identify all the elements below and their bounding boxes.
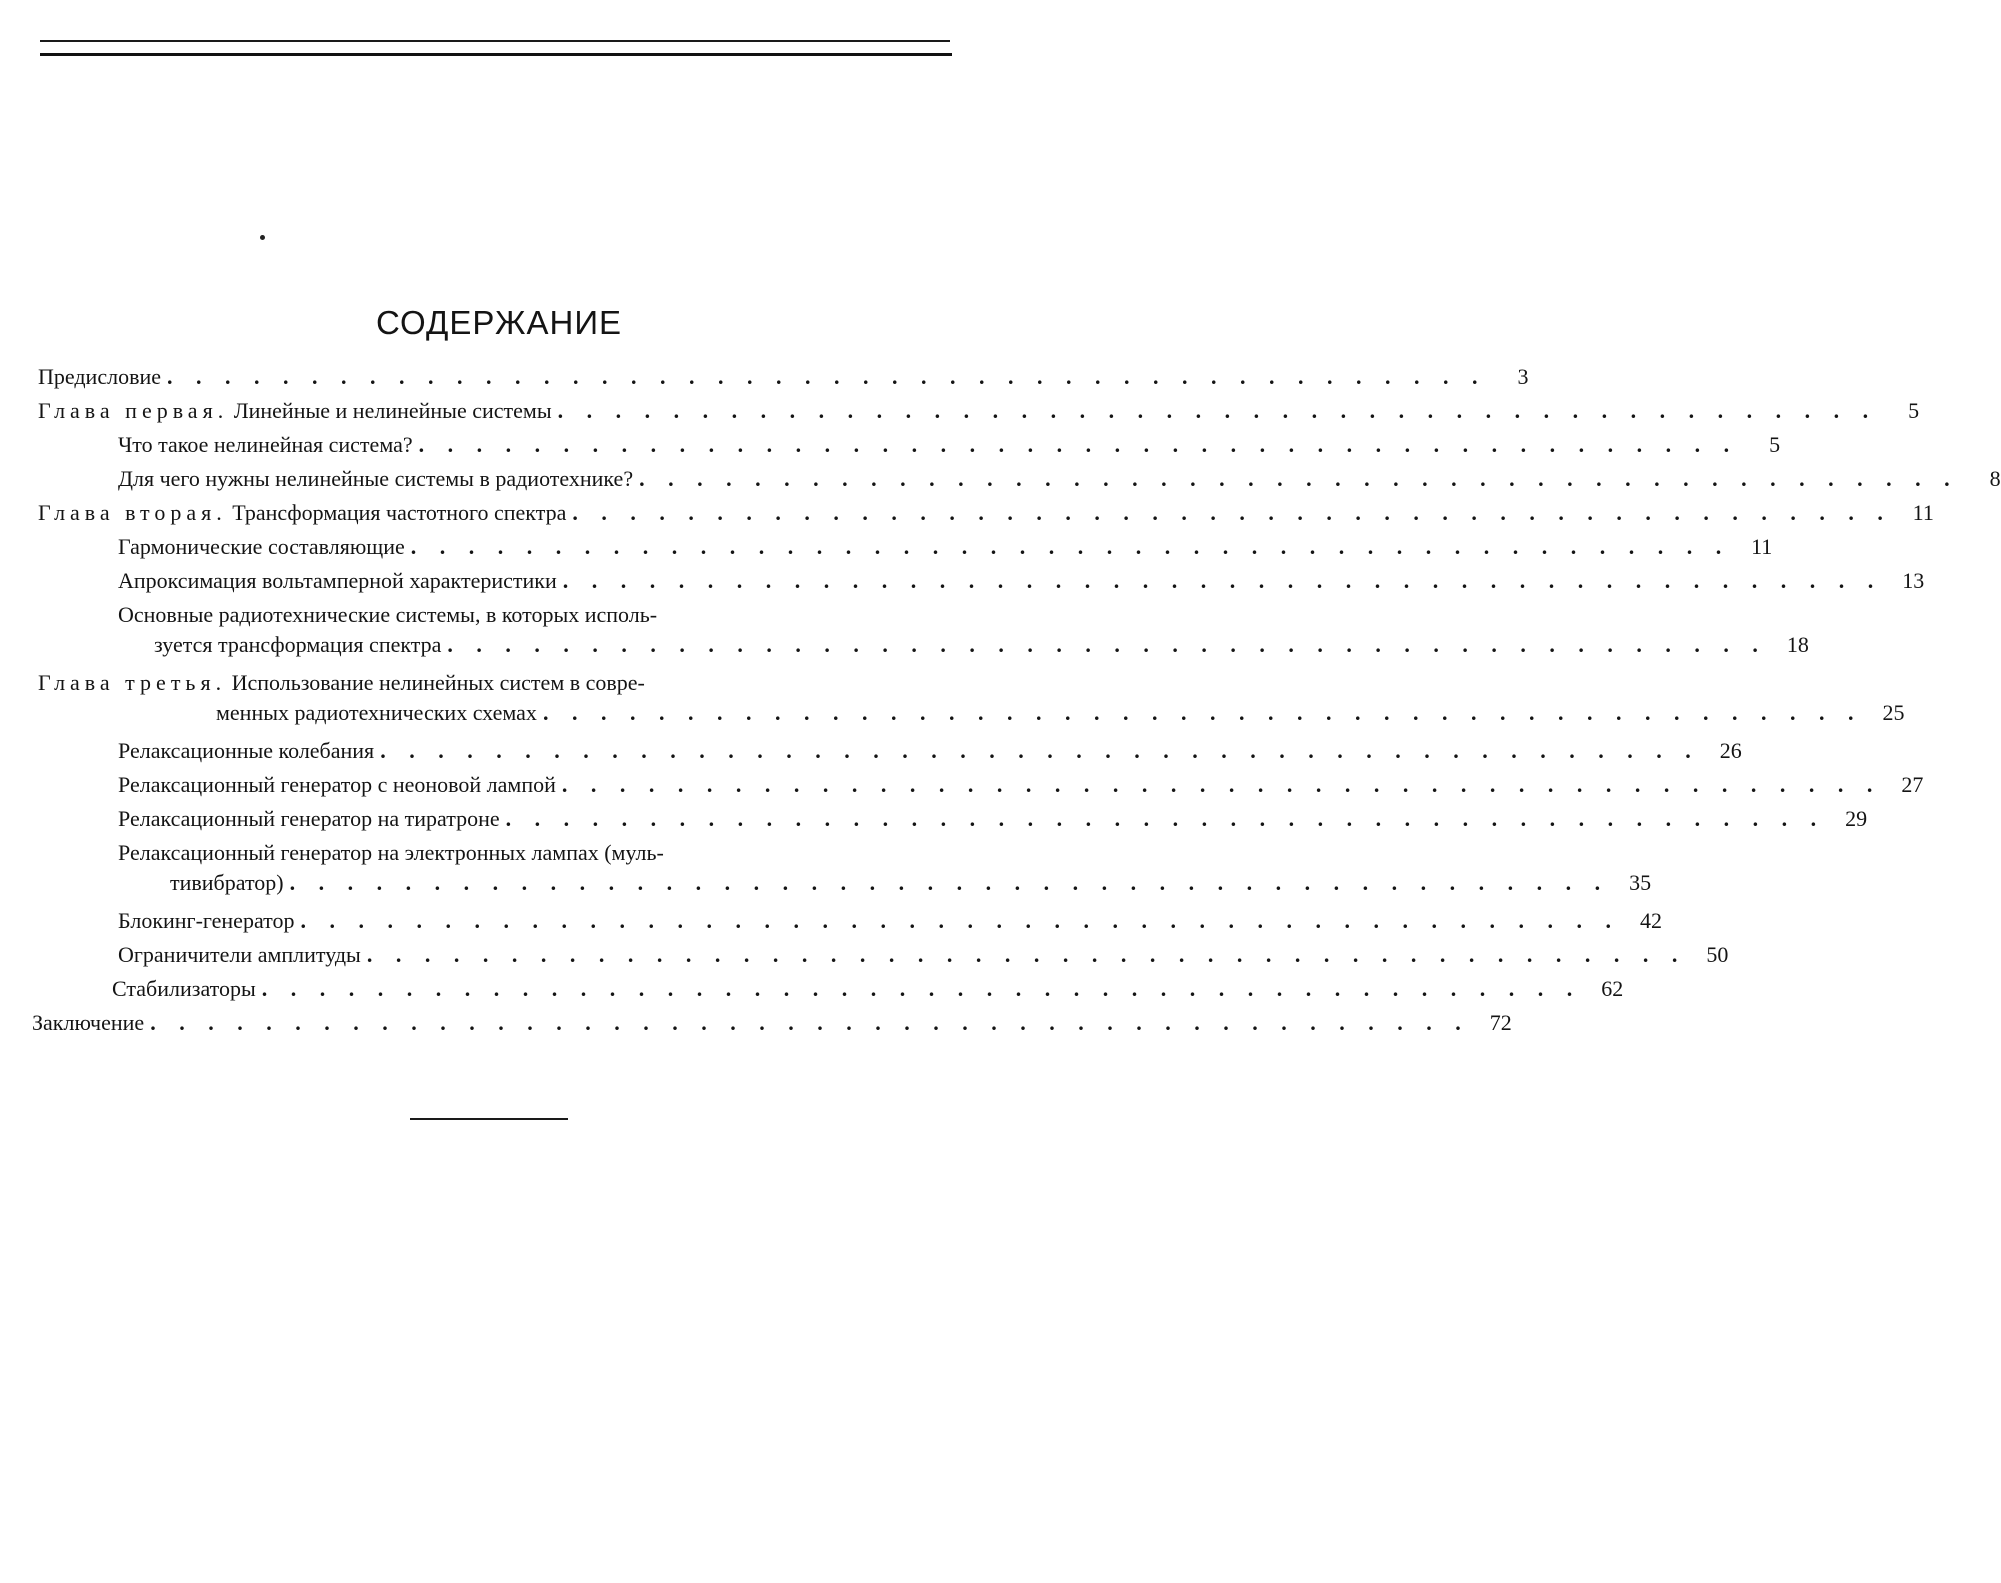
toc-entry-label-line1: Использование нелинейных систем в совре-: [231, 670, 645, 695]
toc-entry-section[interactable]: [118, 770, 1924, 800]
toc-entry-section[interactable]: [118, 532, 1773, 562]
toc-page-number: 29: [1845, 806, 1868, 831]
toc-page-number: 5: [1769, 432, 1781, 457]
toc-entry-section[interactable]: [118, 736, 1742, 766]
toc-entry-label: Блокинг-генератор: [118, 908, 295, 933]
dot-leader: . . . . . . . . . . . . . . . . . . . . . . . . . . . . . . . . . . . . . . . . . . . . . .: [150, 1010, 1470, 1035]
dot-leader: . . . . . . . . . . . . . . . . . . . . . . . . . . . . . . . . . . . . . . . . . . . . . .: [289, 870, 1610, 895]
dot-leader: . . . . . . . . . . . . . . . . . . . . . . . . . . . . . . . . . . . . . . . . . . . . . .: [366, 942, 1687, 967]
dot-leader: . . . . . . . . . . . . . . . . . . . . . . . . . . . . . . . . . . . . . . . . . . . . . .: [261, 976, 1582, 1001]
dot-leader: . . . . . . . . . . . . . . . . . . . . . . . . . . . . . . . . . . . . . . . . . . . . . .: [410, 534, 1731, 559]
chapter-prefix: Глава вторая.: [38, 500, 227, 525]
toc-entry-section[interactable]: [118, 430, 1781, 460]
toc-entry-conclusion[interactable]: [32, 1008, 1512, 1038]
toc-entry-section[interactable]: [118, 566, 1925, 596]
chapter-prefix: Глава первая.: [38, 398, 229, 423]
toc-entry-section[interactable]: [112, 974, 1624, 1004]
toc-entry-section[interactable]: [118, 940, 1729, 970]
toc-entry-section[interactable]: [118, 804, 1868, 834]
toc-entry-label: Релаксационный генератор на тиратроне: [118, 806, 500, 831]
toc-page-number: 5: [1908, 398, 1920, 423]
toc-entry-section[interactable]: [118, 838, 1652, 898]
contents-title: СОДЕРЖАНИЕ: [375, 304, 623, 341]
toc-entry-label: Релаксационный генератор с неоновой лампой: [118, 772, 556, 797]
dot-leader: . . . . . . . . . . . . . . . . . . . . . . . . . . . . . . . . . . . . . . . . . . . . . .: [447, 632, 1767, 657]
toc-page-number: 13: [1902, 568, 1925, 593]
toc-page-number: 50: [1706, 942, 1729, 967]
toc-entry-label: Для чего нужны нелинейные системы в радиотехнике?: [118, 466, 634, 491]
toc-page-number: 72: [1489, 1010, 1512, 1035]
toc-page-number: 11: [1912, 500, 1934, 525]
toc-entry-label-line1: Релаксационный генератор на электронных лампах (муль-: [118, 840, 664, 865]
dot-leader: . . . . . . . . . . . . . . . . . . . . . . . . . . . . . . . . . . . . . . . . . . . . . .: [167, 364, 1487, 389]
bottom-rule: [410, 1118, 568, 1120]
dot-leader: . . . . . . . . . . . . . . . . . . . . . . . . . . . . . . . . . . . . . . . . . . . . . .: [639, 466, 1959, 491]
toc-entry-label: Ограничители амплитуды: [118, 942, 361, 967]
toc-entry-label: Предисловие: [38, 364, 161, 389]
toc-page-number: 3: [1517, 364, 1529, 389]
toc-page-number: 26: [1719, 738, 1742, 763]
dot-leader: . . . . . . . . . . . . . . . . . . . . . . . . . . . . . . . . . . . . . . . . . . . . . .: [542, 700, 1863, 725]
toc-page-number: 27: [1901, 772, 1924, 797]
toc-entry-chapter-3[interactable]: [38, 668, 1905, 728]
toc-page-number: 62: [1601, 976, 1624, 1001]
toc-entry-label: Что такое нелинейная система?: [118, 432, 413, 457]
toc-page-number: 35: [1629, 870, 1652, 895]
dot-leader: . . . . . . . . . . . . . . . . . . . . . . . . . . . . . . . . . . . . . . . . . . . . . .: [300, 908, 1620, 933]
toc-entry-section[interactable]: [118, 906, 1662, 936]
toc-entry-label: Апроксимация вольтамперной характеристики: [118, 568, 557, 593]
toc-entry-label: зуется трансформация спектра: [154, 632, 442, 657]
ink-speck: [260, 235, 265, 240]
toc-entry-label: Линейные и нелинейные системы: [233, 398, 552, 423]
toc-page-number: 11: [1751, 534, 1773, 559]
dot-leader: . . . . . . . . . . . . . . . . . . . . . . . . . . . . . . . . . . . . . . . . . . . . . .: [418, 432, 1739, 457]
dot-leader: . . . . . . . . . . . . . . . . . . . . . . . . . . . . . . . . . . . . . . . . . . . . . .: [562, 568, 1883, 593]
toc-entry-section[interactable]: [118, 464, 2001, 494]
top-rule-thick: [40, 53, 952, 56]
toc-entry-label: Трансформация частотного спектра: [232, 500, 567, 525]
dot-leader: . . . . . . . . . . . . . . . . . . . . . . . . . . . . . . . . . . . . . . . . . . . . . .: [380, 738, 1700, 763]
toc-page-number: 25: [1882, 700, 1905, 725]
toc-entry-preface[interactable]: [38, 362, 1529, 392]
dot-leader: . . . . . . . . . . . . . . . . . . . . . . . . . . . . . . . . . . . . . . . . . . . . . .: [572, 500, 1892, 525]
toc-entry-label: Релаксационные колебания: [118, 738, 375, 763]
toc-entry-label: Заключение: [32, 1010, 145, 1035]
toc-page-number: 18: [1786, 632, 1809, 657]
dot-leader: . . . . . . . . . . . . . . . . . . . . . . . . . . . . . . . . . . . . . . . . . . . . . .: [557, 398, 1878, 423]
toc-page-number: 8: [1989, 466, 2001, 491]
toc-entry-chapter-2[interactable]: [38, 498, 1934, 528]
toc-entry-label: тивибратор): [170, 870, 284, 895]
toc-entry-label: Гармонические составляющие: [118, 534, 405, 559]
toc-entry-chapter-1[interactable]: [38, 396, 1920, 426]
toc-page-number: 42: [1639, 908, 1662, 933]
dot-leader: . . . . . . . . . . . . . . . . . . . . . . . . . . . . . . . . . . . . . . . . . . . . . .: [505, 806, 1826, 831]
top-rule-thin: [40, 40, 950, 42]
toc-entry-label-line1: Основные радиотехнические системы, в которых исполь-: [118, 602, 658, 627]
dot-leader: . . . . . . . . . . . . . . . . . . . . . . . . . . . . . . . . . . . . . . . . . . . . . .: [561, 772, 1882, 797]
toc-entry-label: Стабилизаторы: [112, 976, 256, 1001]
chapter-prefix: Глава третья.: [38, 670, 227, 695]
toc-entry-label: менных радиотехнических схемах: [216, 700, 537, 725]
toc-entry-section[interactable]: [118, 600, 1809, 660]
